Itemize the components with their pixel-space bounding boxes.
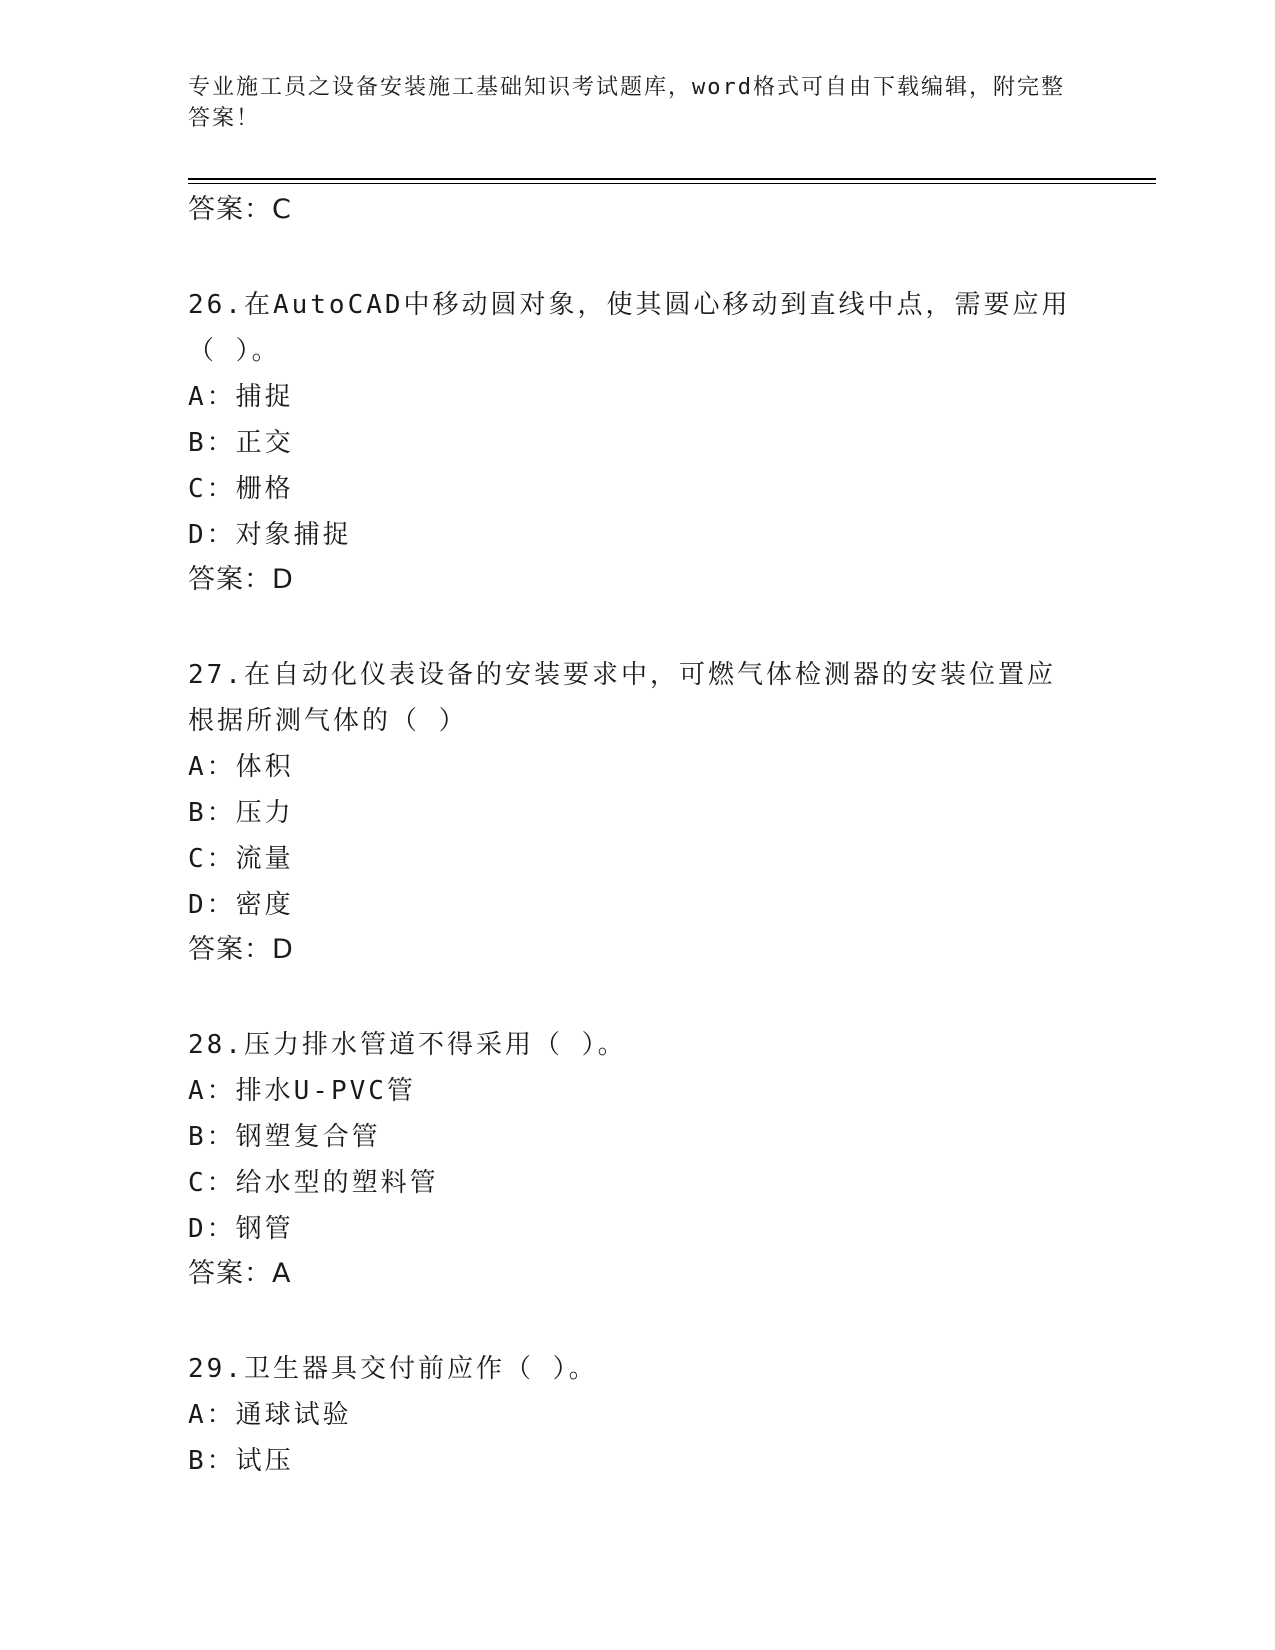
document-header: 专业施工员之设备安装施工基础知识考试题库，word格式可自由下载编辑，附完整答案！ (188, 75, 1065, 131)
question-stem: 29.卫生器具交付前应作（ ）。 (188, 1354, 598, 1384)
question-stem: 26.在AutoCAD中移动圆对象，使其圆心移动到直线中点，需要应用（ ）。 (188, 290, 1071, 366)
option-d: D：密度 (188, 890, 294, 920)
answer-line: 答案：D (188, 934, 294, 965)
question-list (188, 192, 1088, 1484)
question-stem: 27.在自动化仪表设备的安装要求中，可燃气体检测器的安装位置应根据所测气体的（ ） (188, 660, 1056, 736)
option-b: B：钢塑复合管 (188, 1122, 381, 1152)
question-stem: 28.压力排水管道不得采用（ ）。 (188, 1030, 627, 1060)
question-block (188, 282, 1088, 598)
answer-line: 答案：C (188, 194, 292, 225)
question-block (188, 1022, 1088, 1292)
answer-line: 答案：A (188, 1258, 292, 1289)
answer-line: 答案：D (188, 564, 294, 595)
option-a: A：通球试验 (188, 1400, 352, 1430)
option-c: C：栅格 (188, 474, 294, 504)
question-block (188, 652, 1088, 968)
option-a: A：捕捉 (188, 382, 294, 412)
option-d: D：对象捕捉 (188, 520, 352, 550)
option-b: B：试压 (188, 1446, 294, 1476)
option-c: C：给水型的塑料管 (188, 1168, 439, 1198)
option-c: C：流量 (188, 844, 294, 874)
question-block (188, 1346, 1088, 1484)
option-a: A：排水U-PVC管 (188, 1076, 416, 1106)
option-a: A：体积 (188, 752, 294, 782)
option-b: B：压力 (188, 798, 294, 828)
option-b: B：正交 (188, 428, 294, 458)
option-d: D：钢管 (188, 1214, 294, 1244)
header-divider-thin (188, 183, 1156, 184)
header-divider-thick (188, 178, 1156, 180)
